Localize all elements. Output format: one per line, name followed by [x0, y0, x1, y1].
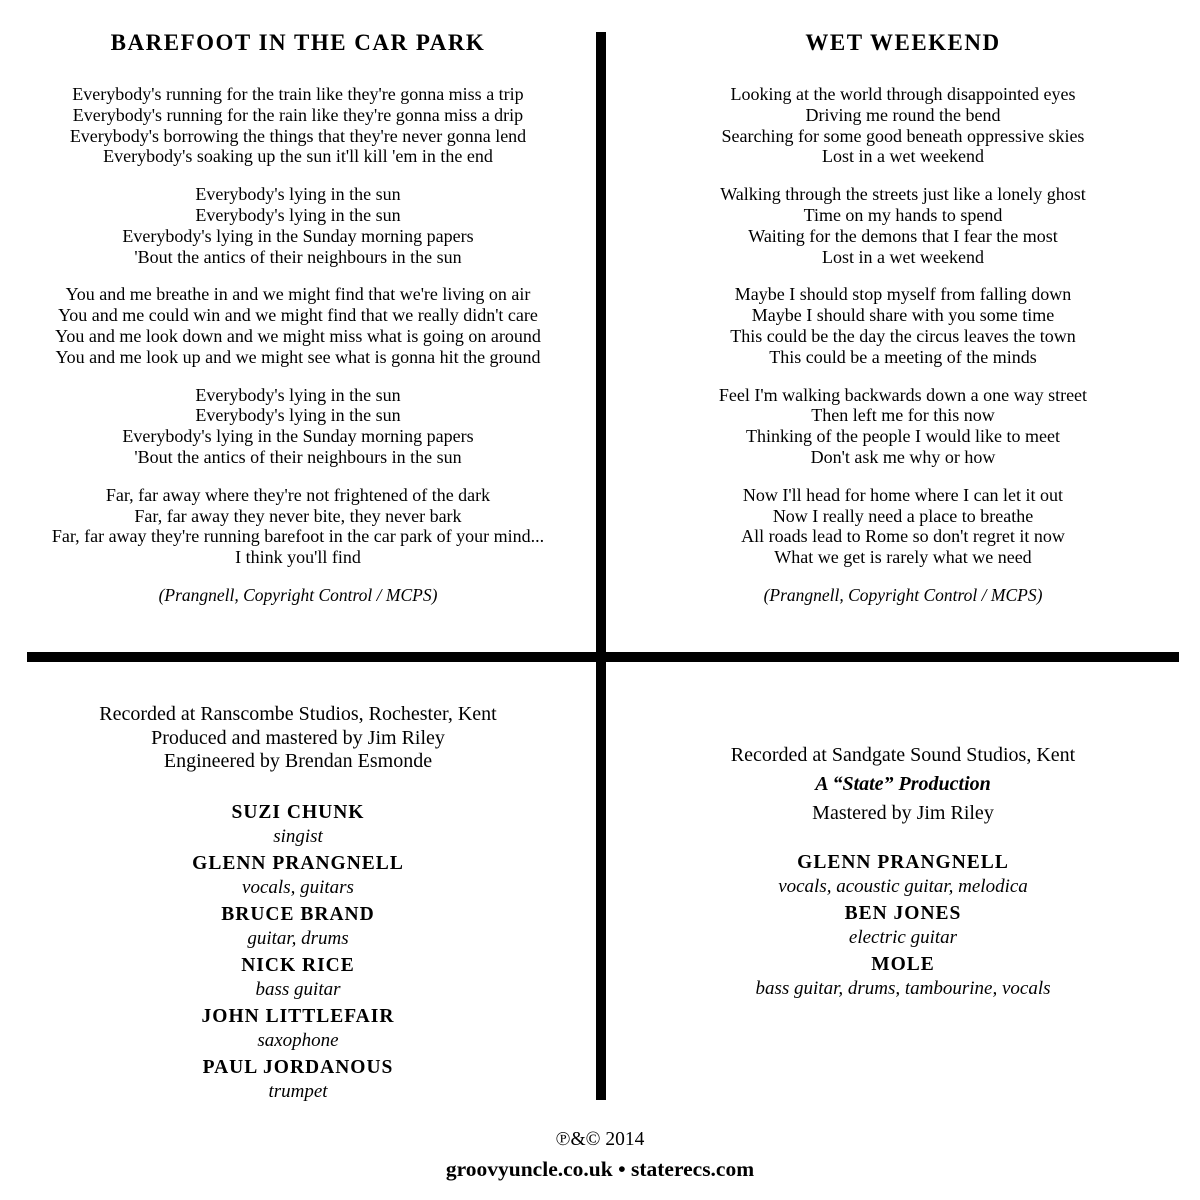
musician-name: MOLE [871, 954, 935, 975]
lyric-line: Feel I'm walking backwards down a one way street [718, 384, 1088, 405]
musician-role: guitar, drums [247, 927, 349, 949]
horizontal-divider [27, 652, 1179, 662]
musician-entry [0, 953, 596, 1002]
lyric-line: Maybe I should share with you some time [751, 305, 1055, 326]
lyric-line: Everybody's lying in the Sunday morning papers [122, 225, 474, 246]
production-credit-line: A “State” Production [815, 773, 991, 795]
lyric-line: Everybody's lying in the sun [195, 204, 401, 225]
stanza [0, 385, 596, 468]
lyric-line: Far, far away where they're not frightened of the dark [105, 484, 491, 505]
lyric-line: What we get is rarely what we need [774, 547, 1032, 568]
lyric-line: Now I'll head for home where I can let it out [742, 484, 1064, 505]
musician-entry [0, 902, 596, 951]
musician-role: bass guitar [255, 978, 341, 1000]
lyric-line: 'Bout the antics of their neighbours in the sun [134, 246, 462, 267]
stanza [606, 84, 1200, 167]
lyric-line: You and me look up and we might see what is gonna hit the ground [55, 346, 541, 367]
lyric-line: Everybody's lying in the sun [195, 384, 401, 405]
recording-info-line: Engineered by Brendan Esmonde [163, 750, 433, 772]
musician-name: GLENN PRANGNELL [192, 852, 404, 874]
musician-name: JOHN LITTLEFAIR [201, 1005, 395, 1027]
lyric-line: Everybody's lying in the Sunday morning papers [122, 426, 474, 447]
musician-entry [0, 1055, 596, 1104]
lyric-line: Walking through the streets just like a lonely ghost [720, 184, 1086, 205]
lyric-line: Lost in a wet weekend [822, 146, 984, 167]
lyrics-block [0, 84, 596, 606]
stanza [606, 485, 1200, 568]
lyric-line: Driving me round the bend [805, 104, 1001, 125]
lyric-line: All roads lead to Rome so don't regret it now [741, 526, 1065, 547]
musician-role: electric guitar [848, 927, 958, 948]
lyric-line: This could be the day the circus leaves the town [730, 325, 1076, 346]
lyric-line: 'Bout the antics of their neighbours in the sun [134, 446, 462, 467]
musician-role: vocals, acoustic guitar, melodica [778, 876, 1028, 897]
musician-name: SUZI CHUNK [231, 801, 365, 823]
musician-role: vocals, guitars [242, 876, 354, 898]
lyric-line: Everybody's running for the rain like they're gonna miss a drip [72, 104, 524, 125]
lyric-line: Everybody's running for the train like they're gonna miss a trip [72, 84, 524, 104]
lyric-line: Searching for some good beneath oppressive skies [721, 125, 1085, 146]
recording-info-line: Recorded at Sandgate Sound Studios, Kent [730, 744, 1076, 766]
musician-entry [606, 901, 1200, 950]
song-title: BAREFOOT IN THE CAR PARK [110, 30, 486, 55]
lyric-line: Everybody's lying in the sun [195, 184, 401, 205]
musician-entry [606, 850, 1200, 899]
stanza [0, 485, 596, 568]
recording-info-line: Produced and mastered by Jim Riley [151, 726, 445, 749]
sandgate-session-credits [606, 662, 1200, 1003]
musician-role: trumpet [268, 1080, 328, 1102]
stanza [0, 284, 596, 367]
musician-name: BEN JONES [844, 903, 962, 924]
song-barefoot-in-the-car-park [0, 0, 596, 652]
vertical-divider [596, 32, 606, 1100]
lyric-line: Lost in a wet weekend [822, 246, 984, 267]
stanza [606, 284, 1200, 367]
lyric-line: Thinking of the people I would like to meet [746, 426, 1060, 447]
lyric-line: Everybody's lying in the sun [195, 405, 401, 426]
lyric-line: This could be a meeting of the minds [769, 346, 1037, 367]
recording-info-line: Recorded at Ranscombe Studios, Rochester, Kent [99, 703, 497, 725]
lyric-line: You and me look down and we might miss what is going on around [55, 325, 541, 346]
lyric-line: Don't ask me why or how [810, 446, 996, 467]
songwriter-credit: (Prangnell, Copyright Control / MCPS) [763, 584, 1043, 605]
website-links: groovyuncle.co.uk • staterecs.com [445, 1157, 755, 1181]
recording-info-line: Mastered by Jim Riley [812, 802, 994, 824]
musician-role: bass guitar, drums, tambourine, vocals [755, 978, 1051, 999]
musician-name: BRUCE BRAND [221, 903, 375, 925]
stanza [0, 184, 596, 267]
song-wet-weekend [606, 0, 1200, 652]
lyric-line: You and me could win and we might find that we really didn't care [58, 305, 538, 326]
copyright-notice: ℗&© 2014 [555, 1129, 645, 1150]
musician-entry [0, 1004, 596, 1053]
lyric-line: You and me breathe in and we might find that we're living on air [65, 284, 531, 305]
lyric-line: Far, far away they never bite, they never bark [134, 505, 462, 526]
musician-list [606, 850, 1200, 1001]
lyrics-block [606, 84, 1200, 606]
lyric-line: Looking at the world through disappointed eyes [730, 84, 1076, 104]
stanza [606, 385, 1200, 468]
lyric-line: Maybe I should stop myself from falling down [734, 284, 1072, 305]
ranscombe-session-credits [0, 662, 596, 1106]
lyric-line: Everybody's borrowing the things that they're never gonna lend [69, 125, 527, 146]
songwriter-credit: (Prangnell, Copyright Control / MCPS) [158, 584, 438, 605]
lyric-line: Time on my hands to spend [803, 204, 1003, 225]
musician-list [0, 800, 596, 1104]
lyric-line: Then left me for this now [811, 405, 995, 426]
lyric-line: Now I really need a place to breathe [772, 505, 1034, 526]
musician-entry [0, 851, 596, 900]
song-title: WET WEEKEND [805, 30, 1001, 55]
lyric-line: I think you'll find [235, 547, 361, 568]
lyric-line: Waiting for the demons that I fear the most [748, 225, 1058, 246]
footer [0, 1126, 1200, 1184]
musician-entry [606, 952, 1200, 1001]
musician-name: NICK RICE [241, 954, 355, 976]
musician-role: saxophone [257, 1029, 339, 1051]
lyric-line: Far, far away they're running barefoot in the car park of your mind... [51, 526, 545, 547]
lyric-line: Everybody's soaking up the sun it'll kill 'em in the end [103, 146, 493, 167]
musician-name: PAUL JORDANOUS [202, 1056, 394, 1078]
musician-entry [0, 800, 596, 849]
stanza [0, 84, 596, 167]
musician-role: singist [273, 825, 323, 847]
stanza [606, 184, 1200, 267]
musician-name: GLENN PRANGNELL [797, 852, 1009, 873]
